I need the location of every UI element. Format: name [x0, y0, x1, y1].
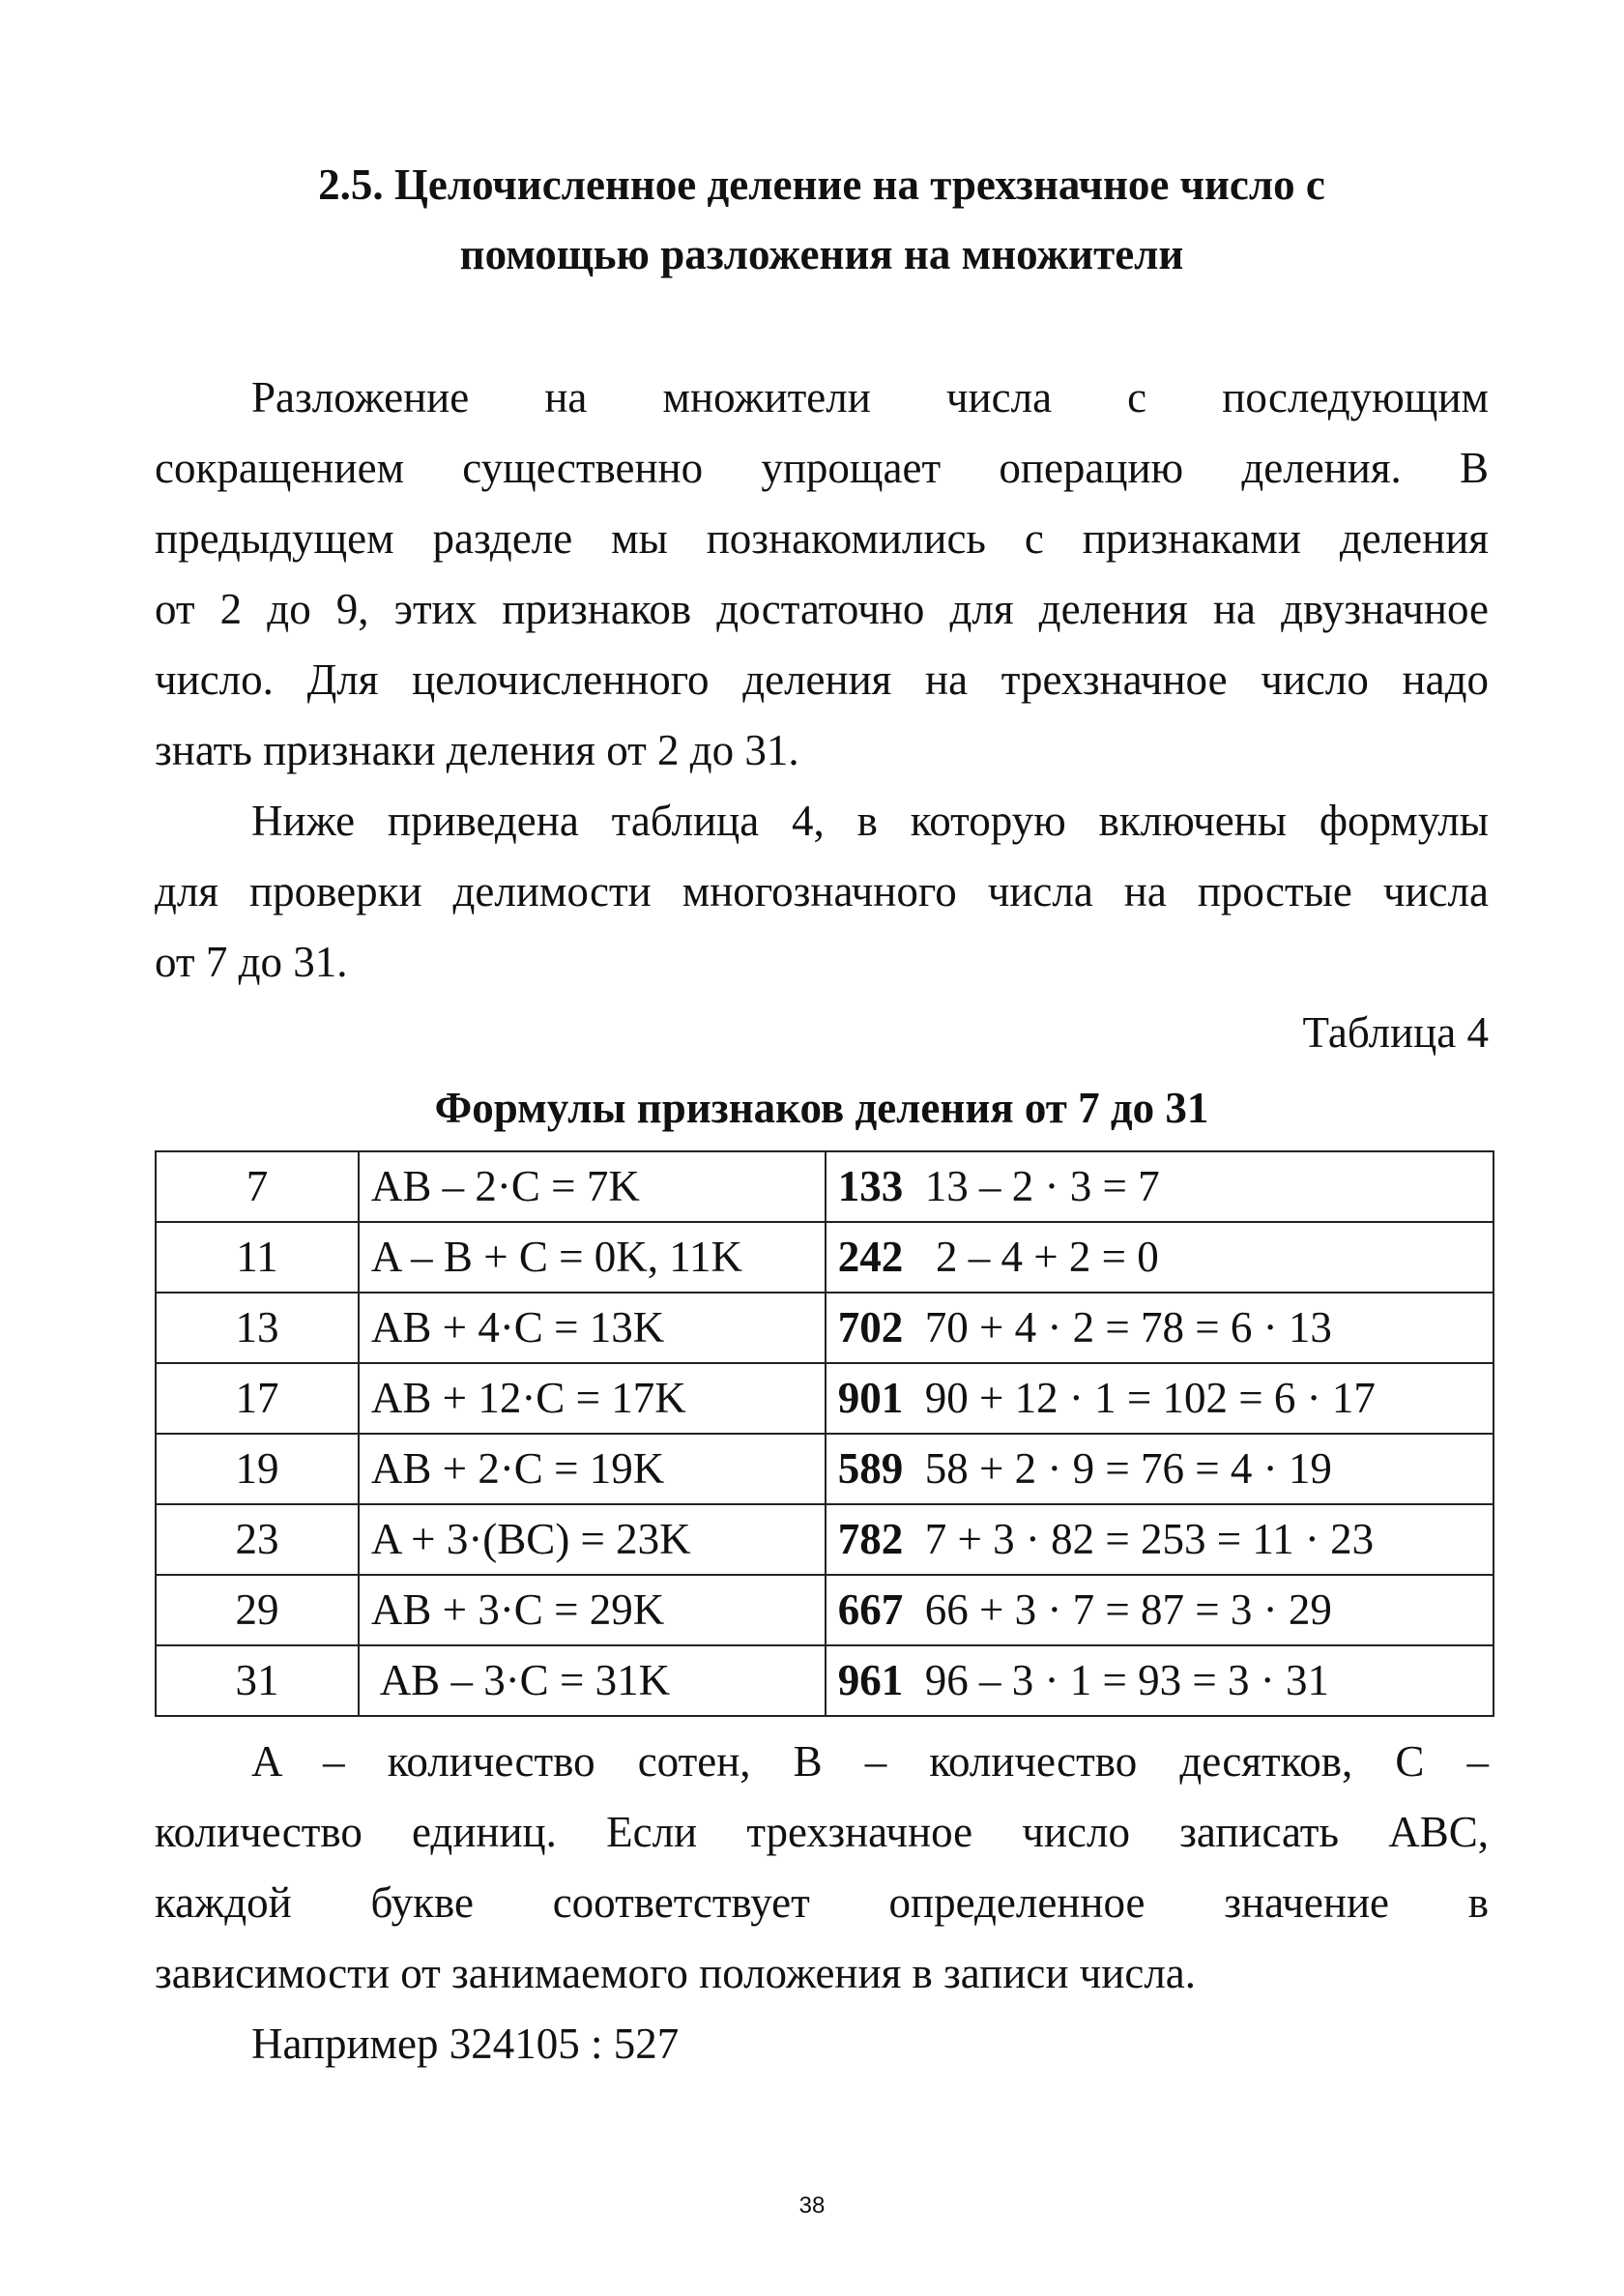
paragraph-2	[155, 786, 1489, 998]
paragraph-1-line: предыдущем разделе мы познакомились с признаками деления	[155, 514, 1489, 563]
paragraph-1-line: сокращением существенно упрощает операцию деления. В	[155, 444, 1489, 492]
paragraph-1-line: Разложение на множители числа с последующим	[251, 373, 1489, 421]
divisor-cell: 23	[156, 1504, 359, 1575]
formula-cell: AB + 3·C = 29K	[359, 1575, 826, 1645]
formula-cell: A – B + C = 0K, 11K	[359, 1222, 826, 1293]
formula-cell: AB – 2·C = 7K	[359, 1151, 826, 1222]
divisor-cell: 11	[156, 1222, 359, 1293]
table-row	[156, 1293, 1494, 1363]
divisor-cell: 13	[156, 1293, 359, 1363]
paragraph-1-line: знать признаки деления от 2 до 31.	[155, 726, 799, 774]
divisor-cell: 7	[156, 1151, 359, 1222]
table-row	[156, 1222, 1494, 1293]
example-cell	[826, 1293, 1494, 1363]
example-cell	[826, 1504, 1494, 1575]
paragraph-1-line: число. Для целочисленного деления на трехзначное число надо	[155, 655, 1489, 704]
section-heading	[155, 150, 1489, 289]
example-calculation: 7 + 3 · 82 = 253 = 11 · 23	[924, 1515, 1375, 1563]
example-cell	[826, 1222, 1494, 1293]
paragraph-3-line: A – количество сотен, B – количество десятков, C –	[251, 1737, 1489, 1786]
formula-cell: AB + 12·C = 17K	[359, 1363, 826, 1434]
example-number: 782	[837, 1515, 904, 1563]
table-title: Формулы признаков деления от 7 до 31	[434, 1084, 1209, 1132]
divisor-cell: 17	[156, 1363, 359, 1434]
paragraph-2-line: Ниже приведена таблица 4, в которую включены формулы	[251, 797, 1489, 845]
example-number: 901	[837, 1374, 904, 1422]
example-number: 242	[837, 1233, 904, 1281]
example-number: 133	[837, 1162, 904, 1210]
paragraph-2-line: для проверки делимости многозначного числа на простые числа	[155, 867, 1489, 915]
example-calculation: 2 – 4 + 2 = 0	[924, 1233, 1159, 1281]
paragraph-2-line: от 7 до 31.	[155, 938, 348, 986]
paragraph-3-line: зависимости от занимаемого положения в записи числа.	[155, 1949, 1197, 1997]
table-caption: Таблица 4	[1302, 1008, 1489, 1057]
table-row	[156, 1645, 1494, 1716]
example-cell	[826, 1151, 1494, 1222]
divisibility-formulas-table	[155, 1150, 1494, 1717]
table-row	[156, 1151, 1494, 1222]
formula-cell: AB + 2·C = 19K	[359, 1434, 826, 1504]
table-row	[156, 1434, 1494, 1504]
paragraph-4	[155, 2009, 1489, 2079]
formula-cell: AB – 3·C = 31K	[359, 1645, 826, 1716]
divisor-cell: 31	[156, 1645, 359, 1716]
table-row	[156, 1363, 1494, 1434]
example-number: 589	[837, 1444, 904, 1493]
example-calculation: 90 + 12 · 1 = 102 = 6 · 17	[924, 1374, 1376, 1422]
example-calculation: 96 – 3 · 1 = 93 = 3 · 31	[924, 1656, 1329, 1704]
paragraph-1	[155, 363, 1489, 786]
example-number: 667	[837, 1585, 904, 1634]
example-cell	[826, 1363, 1494, 1434]
example-number: 702	[837, 1303, 904, 1351]
formula-cell: AB + 4·C = 13K	[359, 1293, 826, 1363]
section-heading-line-2: помощью разложения на множители	[459, 230, 1184, 278]
example-calculation: 66 + 3 · 7 = 87 = 3 · 29	[924, 1585, 1332, 1634]
example-cell	[826, 1645, 1494, 1716]
example-calculation: 70 + 4 · 2 = 78 = 6 · 13	[924, 1303, 1332, 1351]
table-row	[156, 1575, 1494, 1645]
paragraph-3	[155, 1727, 1489, 2009]
paragraph-3-line: каждой букве соответствует определенное значение в	[155, 1878, 1489, 1927]
section-heading-line-1: 2.5. Целочисленное деление на трехзначное число с	[318, 160, 1325, 209]
divisor-cell: 29	[156, 1575, 359, 1645]
example-cell	[826, 1575, 1494, 1645]
page-number: 38	[798, 2193, 826, 2219]
example-number: 961	[837, 1656, 904, 1704]
example-line: Например 324105 : 527	[251, 2020, 680, 2068]
divisor-cell: 19	[156, 1434, 359, 1504]
paragraph-3-line: количество единиц. Если трехзначное число записать ABC,	[155, 1808, 1489, 1856]
formula-cell: A + 3·(BC) = 23K	[359, 1504, 826, 1575]
paragraph-1-line: от 2 до 9, этих признаков достаточно для деления на двузначное	[155, 585, 1489, 633]
table-row	[156, 1504, 1494, 1575]
example-cell	[826, 1434, 1494, 1504]
example-calculation: 13 – 2 · 3 = 7	[924, 1162, 1160, 1210]
example-calculation: 58 + 2 · 9 = 76 = 4 · 19	[924, 1444, 1332, 1493]
